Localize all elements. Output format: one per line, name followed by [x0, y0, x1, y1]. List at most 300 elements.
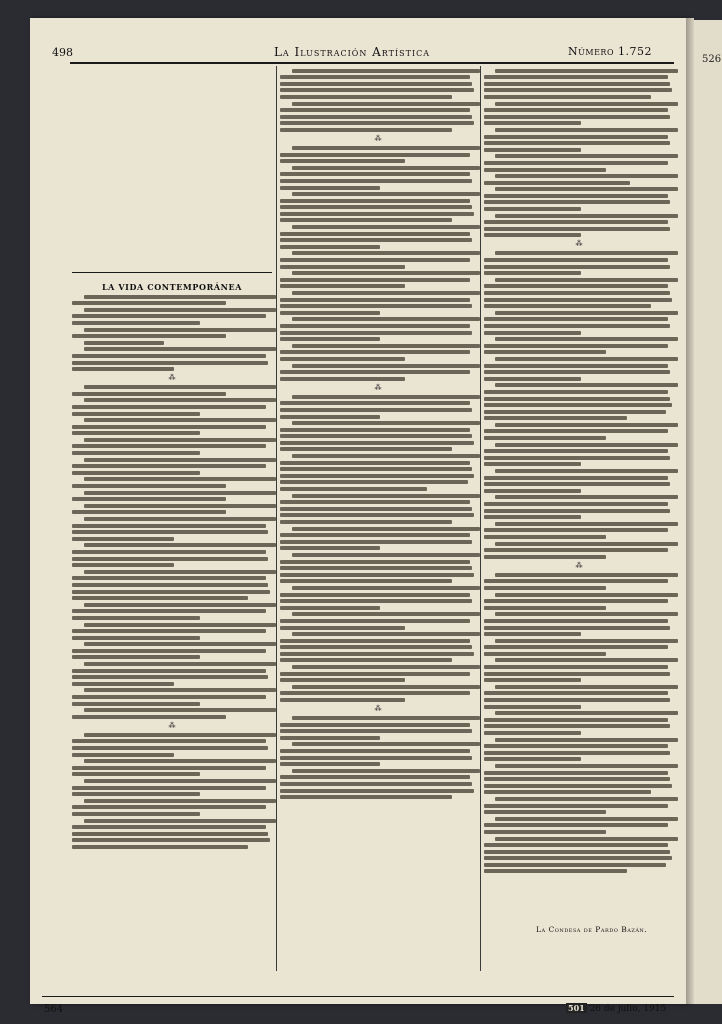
text-line	[484, 850, 670, 854]
text-line	[72, 655, 200, 659]
text-line	[495, 764, 677, 768]
text-line	[292, 421, 480, 425]
text-line	[292, 553, 480, 557]
text-line	[280, 205, 472, 209]
text-line	[292, 685, 480, 689]
text-line	[280, 461, 470, 465]
text-line	[484, 804, 668, 808]
text-line	[292, 494, 480, 498]
text-line	[495, 174, 677, 178]
text-line	[72, 675, 268, 679]
text-line	[292, 225, 480, 229]
text-line	[280, 186, 380, 190]
text-line	[280, 579, 452, 583]
text-line	[484, 148, 581, 152]
text-line	[72, 812, 200, 816]
text-line	[280, 691, 470, 695]
text-line	[484, 476, 668, 480]
text-line	[484, 377, 581, 381]
text-line	[484, 108, 668, 112]
text-line	[280, 441, 474, 445]
text-line	[484, 233, 581, 237]
text-line	[292, 665, 480, 669]
text-line	[84, 398, 276, 402]
text-line	[484, 135, 668, 139]
text-line	[280, 645, 472, 649]
text-line	[280, 337, 380, 341]
text-line	[84, 517, 276, 521]
text-line	[495, 278, 677, 282]
text-line	[495, 251, 677, 255]
text-line	[72, 392, 226, 396]
text-line	[72, 405, 266, 409]
text-line	[280, 775, 470, 779]
text-line	[292, 102, 480, 106]
text-line	[280, 121, 474, 125]
text-line	[484, 528, 668, 532]
text-line	[484, 724, 670, 728]
text-line	[484, 227, 670, 231]
text-line	[484, 298, 672, 302]
text-line	[484, 757, 581, 761]
text-line	[484, 456, 670, 460]
text-line	[280, 401, 470, 405]
text-line	[280, 95, 452, 99]
text-line	[292, 344, 480, 348]
text-line	[280, 672, 470, 676]
text-line	[495, 522, 677, 526]
text-line	[84, 295, 276, 299]
text-line	[484, 856, 672, 860]
text-line	[280, 75, 470, 79]
text-line	[484, 207, 581, 211]
text-line	[495, 738, 677, 742]
text-line	[484, 652, 606, 656]
text-line	[84, 642, 276, 646]
text-line	[280, 245, 380, 249]
text-line	[495, 128, 677, 132]
text-line	[484, 181, 630, 185]
text-line	[292, 716, 480, 720]
text-line	[484, 869, 627, 873]
text-line	[72, 497, 226, 501]
text-line	[495, 69, 677, 73]
text-line	[484, 291, 670, 295]
text-line	[292, 271, 480, 275]
text-line	[484, 632, 581, 636]
text-line	[84, 662, 276, 666]
adjacent-page	[694, 20, 722, 1004]
text-line	[72, 746, 268, 750]
text-line	[72, 838, 270, 842]
text-line	[280, 736, 380, 740]
text-line	[72, 805, 266, 809]
text-line	[72, 695, 266, 699]
text-line	[280, 284, 405, 288]
text-line	[84, 779, 276, 783]
text-line	[484, 121, 581, 125]
text-line	[495, 423, 677, 427]
text-line	[292, 632, 480, 636]
text-line	[72, 444, 266, 448]
text-line	[280, 153, 470, 157]
text-line	[72, 557, 268, 561]
text-line	[292, 395, 480, 399]
text-line	[292, 612, 480, 616]
text-line	[495, 383, 677, 387]
text-line	[292, 454, 480, 458]
adjacent-page-number: 526	[702, 54, 722, 65]
text-line	[280, 232, 470, 236]
text-line	[84, 819, 276, 823]
text-line	[280, 626, 405, 630]
text-line	[280, 474, 474, 478]
text-line	[280, 324, 470, 328]
text-line	[495, 612, 677, 616]
text-line	[72, 464, 266, 468]
text-line	[72, 301, 226, 305]
text-line	[484, 771, 668, 775]
text-line	[72, 537, 174, 541]
text-line	[280, 560, 470, 564]
text-line	[84, 733, 276, 737]
text-line	[280, 540, 472, 544]
text-line	[484, 344, 668, 348]
text-line	[72, 786, 266, 790]
text-line	[72, 753, 174, 757]
text-line	[280, 678, 405, 682]
footer-date-stamp	[566, 1003, 666, 1014]
text-line	[484, 161, 668, 165]
text-line	[280, 238, 472, 242]
text-line	[72, 772, 200, 776]
text-line	[484, 586, 606, 590]
text-line	[72, 682, 174, 686]
text-line	[484, 271, 581, 275]
footer-page-number: 564	[44, 1004, 64, 1015]
text-line	[484, 168, 606, 172]
text-line	[484, 317, 668, 321]
text-line	[495, 542, 677, 546]
text-line	[84, 438, 276, 442]
text-line	[484, 509, 670, 513]
footer-rule	[42, 996, 674, 997]
text-line	[484, 744, 668, 748]
text-line	[495, 658, 677, 662]
text-line	[72, 649, 266, 653]
text-line	[84, 328, 276, 332]
text-line	[280, 377, 405, 381]
text-line	[280, 311, 380, 315]
text-line	[484, 449, 668, 453]
text-line	[484, 790, 651, 794]
text-line	[280, 350, 470, 354]
text-line	[484, 548, 668, 552]
text-line	[484, 691, 668, 695]
text-line	[484, 462, 581, 466]
text-line	[72, 471, 200, 475]
text-line	[484, 606, 606, 610]
text-line	[292, 251, 480, 255]
text-line	[280, 172, 470, 176]
text-line	[72, 636, 200, 640]
text-line	[72, 510, 226, 514]
text-line	[495, 711, 677, 715]
text-line	[280, 304, 472, 308]
text-line	[484, 810, 606, 814]
text-line	[72, 596, 248, 600]
text-line	[84, 799, 276, 803]
text-line	[72, 425, 266, 429]
text-line	[484, 304, 651, 308]
text-line	[84, 759, 276, 763]
text-line	[280, 115, 472, 119]
section-separator: ⁂	[168, 721, 176, 730]
text-line	[72, 412, 200, 416]
text-line	[495, 311, 677, 315]
text-line	[280, 370, 470, 374]
section-separator: ⁂	[168, 374, 176, 383]
journal-title: La Ilustración Artística	[273, 45, 431, 59]
text-line	[292, 769, 480, 773]
text-line	[280, 265, 405, 269]
text-line	[280, 258, 470, 262]
text-line	[84, 347, 276, 351]
text-line	[280, 128, 452, 132]
text-line	[484, 265, 670, 269]
text-line	[280, 789, 474, 793]
author-signature: La Condesa de Pardo Bazán.	[536, 925, 648, 934]
text-line	[484, 515, 581, 519]
text-line	[280, 467, 472, 471]
column-divider	[276, 66, 277, 971]
text-line	[484, 220, 668, 224]
text-line	[72, 367, 174, 371]
text-line	[484, 626, 670, 630]
text-line	[72, 431, 200, 435]
text-line	[484, 665, 668, 669]
text-line	[484, 718, 668, 722]
text-line	[280, 88, 474, 92]
text-line	[280, 428, 470, 432]
text-line	[280, 795, 452, 799]
text-line	[84, 385, 276, 389]
text-line	[72, 314, 266, 318]
text-line	[495, 469, 677, 473]
text-line	[484, 823, 668, 827]
text-line	[280, 199, 470, 203]
text-line	[72, 825, 266, 829]
text-line	[292, 291, 480, 295]
text-line	[495, 187, 677, 191]
section-separator: ⁂	[575, 240, 583, 249]
text-line	[280, 782, 472, 786]
text-line	[72, 669, 266, 673]
text-line	[292, 527, 480, 531]
text-line	[484, 364, 668, 368]
text-line	[72, 616, 200, 620]
text-line	[72, 484, 226, 488]
text-line	[280, 298, 470, 302]
text-line	[484, 863, 666, 867]
text-line	[280, 179, 472, 183]
text-line	[84, 308, 276, 312]
text-line	[484, 370, 670, 374]
text-line	[484, 194, 668, 198]
text-line	[484, 672, 670, 676]
text-line	[292, 192, 480, 196]
text-line	[72, 354, 266, 358]
text-column-1	[72, 230, 272, 970]
text-line	[280, 507, 472, 511]
text-line	[72, 576, 266, 580]
text-line	[484, 579, 668, 583]
text-line	[72, 361, 268, 365]
text-line	[84, 603, 276, 607]
text-line	[484, 731, 581, 735]
text-line	[280, 108, 470, 112]
text-line	[84, 688, 276, 692]
text-line	[280, 434, 472, 438]
text-line	[484, 115, 670, 119]
text-line	[292, 317, 480, 321]
text-line	[280, 566, 472, 570]
section-separator: ⁂	[575, 561, 583, 570]
text-line	[484, 403, 672, 407]
text-line	[280, 415, 380, 419]
text-line	[495, 685, 677, 689]
text-line	[484, 489, 581, 493]
text-column-3	[484, 66, 674, 978]
text-line	[484, 410, 666, 414]
text-line	[280, 218, 452, 222]
text-line	[280, 593, 470, 597]
header-rule	[70, 62, 674, 64]
text-line	[484, 482, 670, 486]
text-line	[495, 214, 677, 218]
text-line	[280, 278, 470, 282]
text-line	[495, 495, 677, 499]
text-line	[72, 524, 266, 528]
text-line	[484, 95, 651, 99]
text-line	[484, 599, 668, 603]
text-line	[484, 698, 670, 702]
text-line	[484, 429, 668, 433]
text-line	[280, 331, 472, 335]
column-divider	[480, 66, 481, 971]
text-line	[484, 830, 606, 834]
text-line	[84, 708, 276, 712]
text-line	[84, 623, 276, 627]
text-line	[280, 408, 472, 412]
text-line	[72, 609, 266, 613]
text-line	[72, 832, 268, 836]
text-line	[72, 530, 268, 534]
text-line	[280, 573, 474, 577]
text-line	[484, 555, 606, 559]
text-line	[292, 586, 480, 590]
text-line	[280, 749, 470, 753]
text-line	[72, 563, 174, 567]
text-line	[495, 154, 677, 158]
text-line	[495, 593, 677, 597]
text-line	[484, 75, 668, 79]
text-line	[280, 606, 380, 610]
page-header	[52, 44, 652, 60]
text-line	[484, 258, 668, 262]
text-line	[495, 639, 677, 643]
text-line	[280, 762, 380, 766]
text-line	[292, 69, 480, 73]
page-spine	[686, 18, 694, 1004]
text-line	[484, 777, 670, 781]
text-line	[484, 751, 670, 755]
text-line	[484, 350, 606, 354]
text-line	[280, 729, 472, 733]
text-line	[495, 357, 677, 361]
text-line	[484, 843, 668, 847]
text-line	[292, 364, 480, 368]
section-separator: ⁂	[374, 705, 382, 714]
text-line	[280, 357, 405, 361]
text-line	[495, 837, 677, 841]
issue-number: Número 1.752	[568, 45, 652, 58]
text-line	[280, 546, 380, 550]
text-line	[72, 792, 200, 796]
text-column-2	[280, 66, 476, 978]
text-line	[292, 742, 480, 746]
text-line	[292, 146, 480, 150]
text-line	[495, 797, 677, 801]
text-line	[280, 652, 474, 656]
text-line	[484, 436, 606, 440]
text-line	[484, 88, 672, 92]
footer-date: 26 de julio, 1915	[589, 1004, 667, 1014]
text-line	[72, 629, 266, 633]
text-line	[495, 443, 677, 447]
text-line	[72, 583, 268, 587]
text-line	[495, 102, 677, 106]
text-line	[484, 82, 670, 86]
header-page-number: 498	[52, 46, 73, 59]
text-line	[484, 284, 668, 288]
text-line	[72, 739, 266, 743]
text-line	[280, 447, 452, 451]
text-line	[280, 639, 470, 643]
text-line	[84, 543, 276, 547]
section-separator: ⁂	[374, 383, 382, 392]
text-line	[280, 82, 472, 86]
text-line	[84, 418, 276, 422]
text-line	[280, 658, 452, 662]
text-line	[72, 845, 248, 849]
text-line	[495, 337, 677, 341]
text-line	[280, 599, 472, 603]
text-line	[72, 766, 266, 770]
text-line	[484, 645, 668, 649]
text-line	[484, 619, 668, 623]
text-line	[484, 331, 581, 335]
hemeroteca-mark: 501	[568, 1003, 585, 1013]
text-line	[484, 141, 670, 145]
text-line	[84, 491, 276, 495]
text-line	[280, 487, 427, 491]
article-title: LA VIDA CONTEMPORÁNEA	[101, 282, 243, 292]
text-line	[484, 200, 670, 204]
text-line	[280, 723, 470, 727]
text-line	[484, 705, 581, 709]
section-separator: ⁂	[374, 134, 382, 143]
